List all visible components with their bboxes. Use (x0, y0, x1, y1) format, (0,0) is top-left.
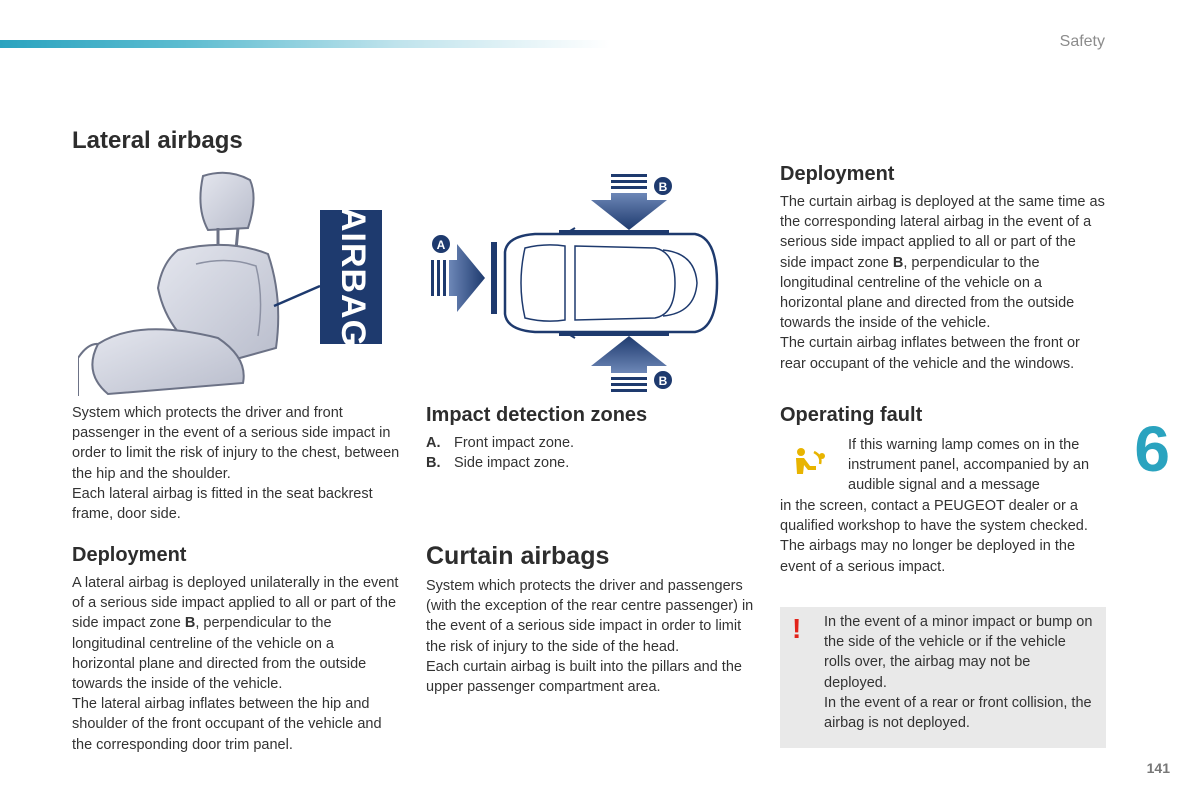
header-accent-bar (0, 40, 610, 48)
impact-item-a (426, 433, 746, 453)
curtain-deploy-p2: The curtain airbag inflates between the front or rear occupant of the vehicle and the windows. (780, 335, 1080, 372)
curtain-deployment-text (780, 192, 1106, 374)
impact-zones-illustration (425, 168, 755, 398)
warning-text (824, 612, 1096, 733)
lateral-deploy-p1a: A lateral airbag is deployed unilaterally in the event of a serious side impact applied to all or part of the side impact zone (72, 575, 399, 632)
curtain-deploy-p1b: , perpendicular to the longitudinal centreline of the vehicle on a horizontal plane and directed from the outside towards the inside of the vehicle. (780, 254, 1075, 332)
marker-b-bottom: B (658, 374, 668, 388)
impact-item-b (426, 453, 746, 473)
impact-list (426, 433, 746, 473)
lateral-deploy-p2: The lateral airbag inflates between the hip and shoulder of the front occupant of the vehicle and the corresponding door trim panel. (72, 696, 382, 753)
impact-title: Impact detection zones (426, 404, 648, 426)
lateral-intro-p2: Each lateral airbag is fitted in the seat backrest frame, door side. (72, 485, 373, 523)
fault-rest-text: in the screen, contact a PEUGEOT dealer or a qualified workshop to have the system checked. The airbags may no longer be deployed in the event of a serious impact. (780, 498, 1088, 575)
page-number: 141 (1146, 760, 1170, 776)
section-title: Safety (1059, 33, 1105, 50)
airbag-label: AIRBAG (334, 206, 373, 348)
curtain-deploy-p1a: The curtain airbag is deployed at the same time as the corresponding lateral airbag in the event of a serious side impact applied to all or part of the side impact zone (780, 194, 1105, 271)
front-zone-bar (491, 242, 497, 314)
car-top-view (505, 228, 717, 338)
lateral-airbags-title: Lateral airbags (72, 127, 243, 154)
curtain-intro-p1: System which protects the driver and passengers (with the exception of the rear centre passenger) in the event of a serious side impact in order to limit the risk of injury to the side of the head. (426, 578, 754, 655)
lateral-deploy-zone: B (184, 615, 196, 632)
lateral-deployment-title: Deployment (72, 544, 187, 566)
marker-b-top: B (658, 180, 668, 194)
curtain-intro-p2: Each curtain airbag is built into the pillars and the upper passenger compartment area. (426, 658, 742, 696)
impact-item-a-text: Front impact zone. (454, 435, 575, 451)
impact-item-b-text: Side impact zone. (454, 455, 570, 472)
warning-p2: In the event of a rear or front collision, the airbag is not deployed. (824, 694, 1092, 732)
impact-item-b-key: B. (426, 455, 441, 472)
warning-p1: In the event of a minor impact or bump on the side of the vehicle or if the vehicle rolls over, the airbag may not be deployed. (824, 614, 1093, 691)
curtain-deploy-zone: B (892, 254, 904, 271)
operating-fault-title: Operating fault (780, 404, 923, 426)
curtain-airbags-title: Curtain airbags (426, 542, 610, 570)
lateral-deployment-text (72, 573, 400, 755)
fault-lamp-text: If this warning lamp comes on in the instrument panel, accompanied by an audible signal and a message (848, 437, 1090, 494)
seat-airbag-illustration (78, 168, 390, 398)
chapter-number: 6 (1134, 413, 1170, 485)
marker-a: A (436, 238, 446, 252)
lateral-intro (72, 403, 402, 524)
warning-box (780, 607, 1106, 748)
impact-item-a-key: A. (426, 435, 441, 451)
lateral-deploy-p1b: , perpendicular to the longitudinal centreline of the vehicle on a horizontal plane and directed from the outside towards the inside of the vehicle. (72, 615, 367, 693)
airbag-warning-icon (792, 446, 828, 478)
curtain-intro (426, 576, 756, 697)
curtain-deployment-title: Deployment (780, 163, 895, 185)
lateral-intro-p1: System which protects the driver and front passenger in the event of a serious side impact in order to limit the risk of injury to the chest, between the hip and the shoulder. (72, 405, 400, 482)
exclamation-icon: ! (792, 613, 802, 644)
